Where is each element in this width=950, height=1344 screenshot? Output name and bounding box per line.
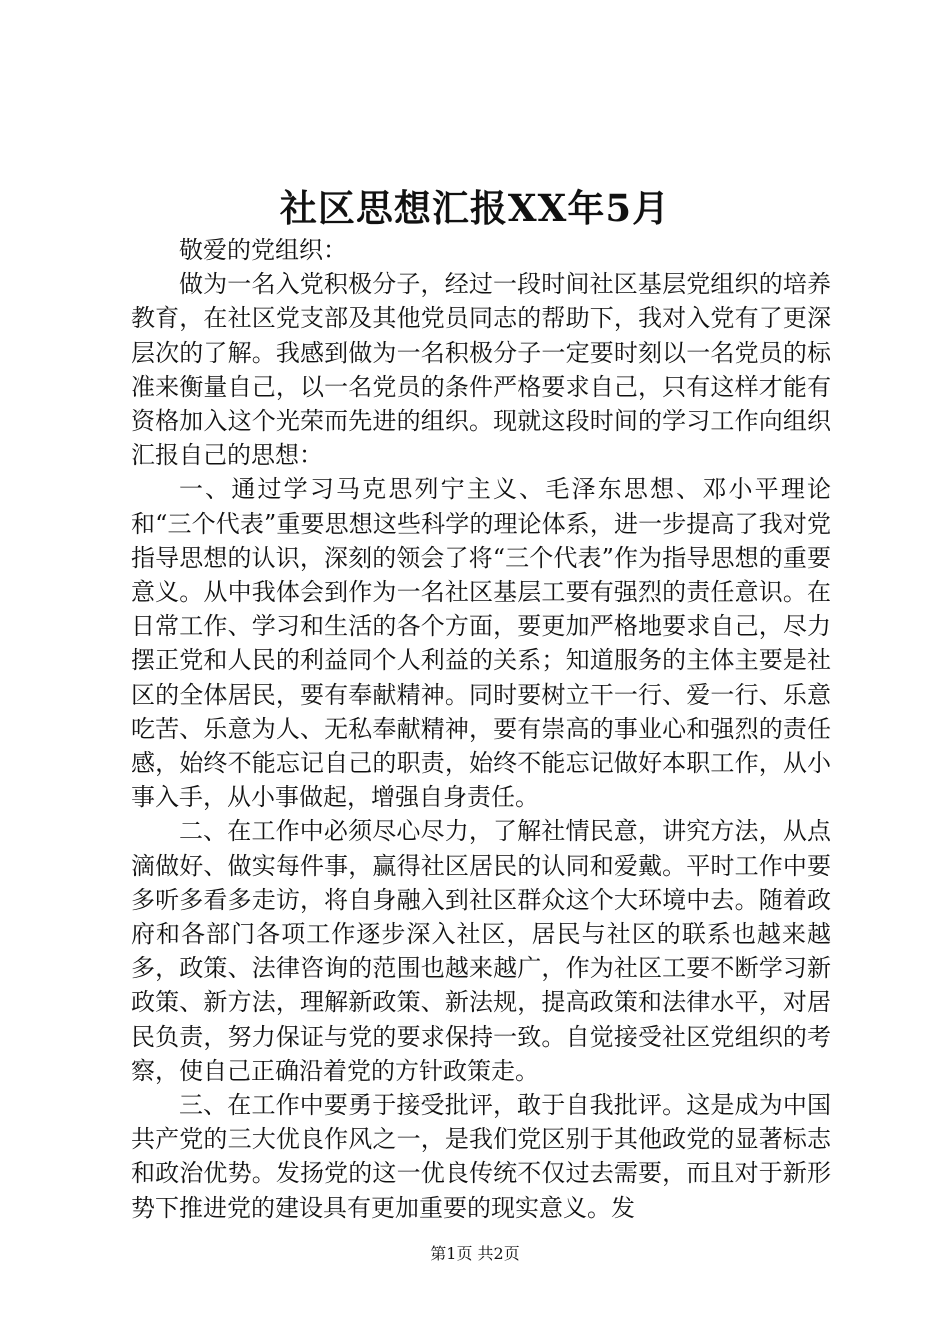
paragraph-point-3: 三、在工作中要勇于接受批评，敢于自我批评。这是成为中国共产党的三大优良作风之一，是我们党区别于其他政党的显著标志和政治优势。发扬党的这一优良传统不仅过去需要，而且对于新形势下推进党的建设具有更加重要的现实意义。发	[131, 1091, 831, 1222]
paragraph-intro: 做为一名入党积极分子，经过一段时间社区基层党组织的培养教育，在社区党支部及其他党员同志的帮助下，我对入党有了更深层次的了解。我感到做为一名积极分子一定要时刻以一名党员的标准来衡量自己，以一名党员的条件严格要求自己，只有这样才能有资格加入这个光荣而先进的组织。现就这段时间的学习工作向组织汇报自己的思想：	[131, 270, 831, 470]
paragraph-point-2: 二、在工作中必须尽心尽力，了解社情民意，讲究方法，从点滴做好、做实每件事，赢得社区居民的认同和爱戴。平时工作中要多听多看多走访，将自身融入到社区群众这个大环境中去。随着政府和各部门各项工作逐步深入社区，居民与社区的联系也越来越多，政策、法律咨询的范围也越来越广，作为社区工要不断学习新政策、新方法，理解新政策、新法规，提高政策和法律水平，对居民负责，努力保证与党的要求保持一致。自觉接受社区党组织的考察，使自己正确沿着党的方针政策走。	[131, 817, 831, 1085]
paragraph-point-1: 一、通过学习马克思列宁主义、毛泽东思想、邓小平理论和“三个代表”重要思想这些科学的理论体系，进一步提高了我对党指导思想的认识，深刻的领会了将“三个代表”作为指导思想的重要意义。从中我体会到作为一名社区基层工要有强烈的责任意识。在日常工作、学习和生活的各个方面，要更加严格地要求自己，尽力摆正党和人民的利益同个人利益的关系；知道服务的主体主要是社区的全体居民，要有奉献精神。同时要树立干一行、爱一行、乐意吃苦、乐意为人、无私奉献精神，要有崇高的事业心和强烈的责任感，始终不能忘记自己的职责，始终不能忘记做好本职工作，从小事入手，从小事做起，增强自身责任。	[131, 475, 831, 812]
salutation: 敬爱的党组织：	[179, 236, 347, 264]
document-body	[131, 233, 831, 1225]
page-footer: 第1页 共2页	[430, 1244, 520, 1263]
document-title: 社区思想汇报XX年5月	[279, 186, 671, 230]
